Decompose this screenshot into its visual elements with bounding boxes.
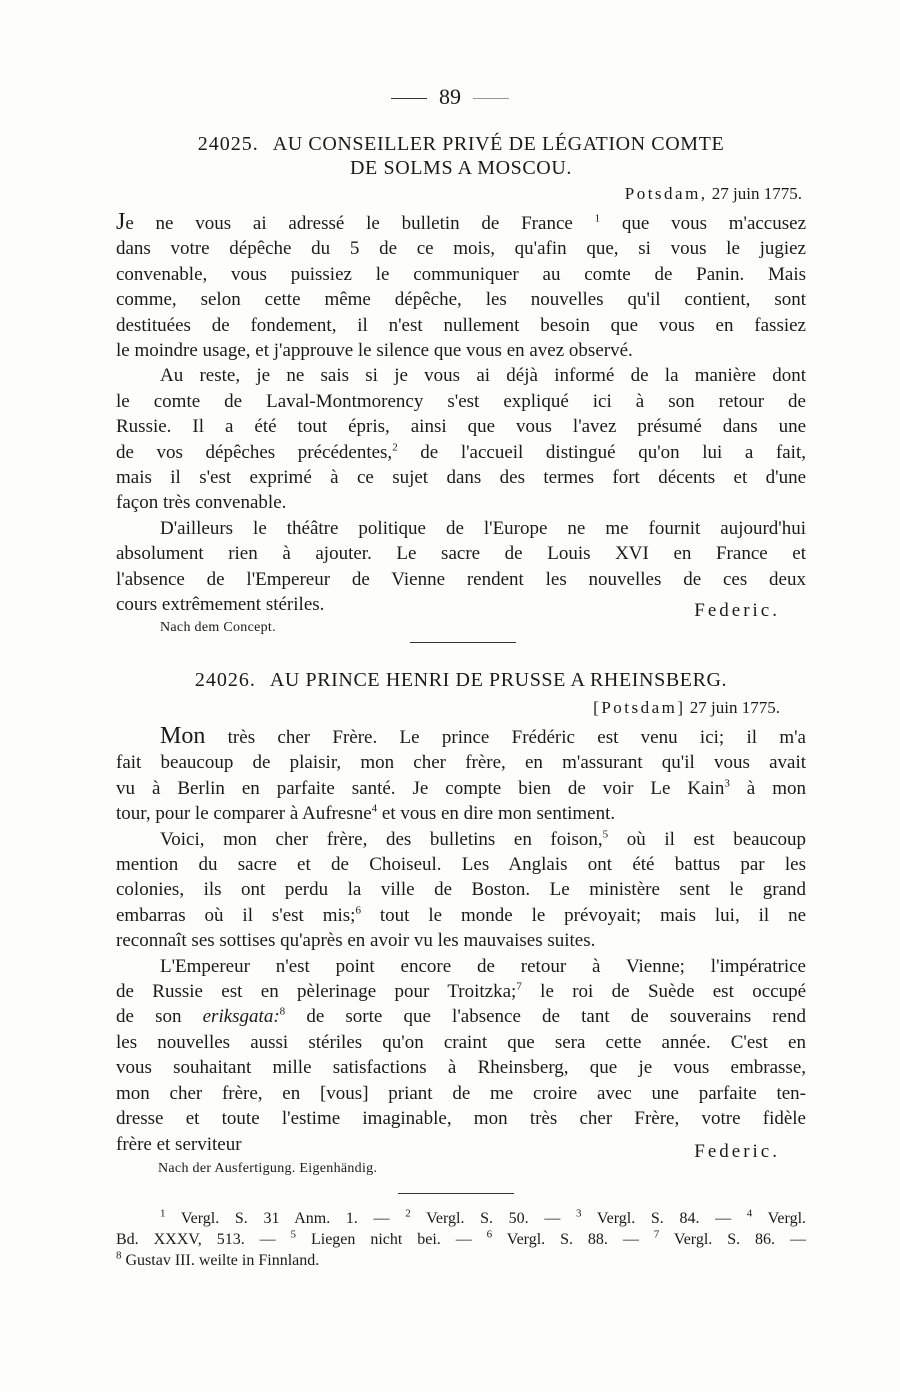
text-line: reconnaît ses sottises qu'après en avoir vu les mauvaises suites. <box>116 930 596 952</box>
letter-heading <box>116 668 806 692</box>
footnotes <box>116 1208 806 1271</box>
letter-number: 24026. <box>194 669 256 691</box>
place-date <box>116 182 806 206</box>
footnote-mark: 1 <box>594 212 601 225</box>
place: [Potsdam] <box>593 698 686 717</box>
place-date <box>116 696 806 720</box>
paragraph <box>116 827 806 954</box>
heading-line-1: AU CONSEILLER PRIVÉ DE LÉGATION COMTE <box>272 133 725 155</box>
text-line: cours extrêmement stériles. <box>116 594 325 616</box>
text-fragment: tout le monde le prévoyait; mais lui, il ne <box>360 904 807 926</box>
paragraph <box>116 724 806 827</box>
text-fragment: où il est beaucoup <box>608 828 806 850</box>
text-line: fait beaucoup de plaisir, mon cher frère, en m'assurant qu'il vous avait <box>116 752 806 774</box>
footnote-mark: 8 <box>279 1006 286 1019</box>
source-note: Nach dem Concept. <box>160 619 276 635</box>
footnote-mark: 5 <box>602 828 609 841</box>
text-fragment: tour, pour le comparer à Aufresne <box>116 803 372 825</box>
text-line: l'absence de l'Empereur de Vienne rendent les nouvelles de ces deux <box>116 568 806 590</box>
text-line <box>116 724 806 750</box>
footnote-number: 3 <box>576 1207 582 1220</box>
text-line <box>116 776 806 801</box>
footnote-number: 2 <box>405 1207 411 1220</box>
footnote-rule <box>398 1193 514 1194</box>
footnote-number: 8 <box>116 1249 122 1262</box>
text-fragment: de vos dépêches précédentes, <box>116 441 393 463</box>
text-line: L'Empereur n'est point encore de retour à Vienne; l'impératrice <box>160 955 806 977</box>
place: Potsdam, <box>624 184 708 203</box>
footnote-mark: 4 <box>371 802 378 815</box>
text-line: le comte de Laval-Montmorency s'est expliqué ici à son retour de <box>116 390 806 412</box>
page-number-dash-right <box>473 98 509 99</box>
footnote-number: 4 <box>746 1207 753 1220</box>
footnote-number: 7 <box>653 1228 660 1241</box>
footnote-text: Bd. XXXV, 513. — <box>116 1231 291 1248</box>
footnote-number: 1 <box>160 1207 166 1220</box>
footnote-line <box>116 1250 806 1271</box>
footnote-line <box>116 1208 806 1229</box>
text-line <box>116 1004 806 1029</box>
text-line <box>116 827 806 852</box>
italic-word: eriksgata: <box>202 1006 280 1028</box>
footnote-text: Gustav III. weilte in Finnland. <box>121 1252 320 1269</box>
paragraph <box>116 210 806 363</box>
text-line: colonies, ils ont perdu la ville de Boston. Le ministère sent le grand <box>116 879 806 901</box>
text-fragment: et vous en dire mon sentiment. <box>377 803 616 825</box>
date: 27 juin 1775. <box>689 698 780 717</box>
text-line <box>116 801 806 826</box>
text-line: dans votre dépêche du 5 de ce mois, qu'afin que, si vous le jugiez <box>116 238 806 260</box>
text-line: façon très convenable. <box>116 492 287 514</box>
text-fragment: embarras où il s'est mis; <box>116 904 356 926</box>
separator-rule <box>410 642 516 643</box>
footnote-text: Vergl. <box>752 1210 807 1227</box>
letter-number: 24025. <box>197 133 259 155</box>
footnote-number: 5 <box>290 1228 297 1241</box>
text-fragment: e ne vous ai adressé le bulletin de France <box>125 213 573 234</box>
source-note: Nach der Ausfertigung. Eigenhändig. <box>158 1160 378 1176</box>
text-line: Russie. Il a été tout épris, ainsi que vous l'avez présumé dans une <box>116 416 806 438</box>
text-fragment: à mon <box>729 777 806 799</box>
text-fragment: de sorte que l'absence de tant de souverains rend <box>285 1006 806 1028</box>
page-number-row <box>0 84 900 110</box>
letter-24025 <box>116 132 806 636</box>
initial-word: Mon <box>160 723 206 749</box>
footnote-mark: 7 <box>516 980 522 993</box>
text-line: destituées de fondement, il n'est nullement besoin que vous en fassiez <box>116 314 806 336</box>
footnote-text: Vergl. S. 88. — <box>492 1231 654 1248</box>
text-fragment: de l'accueil distingué qu'on lui a fait, <box>397 441 806 463</box>
footnote-text: Liegen nicht bei. — <box>296 1231 487 1248</box>
text-fragment: très cher Frère. Le prince Frédéric est venu ici; il m'a <box>205 727 806 748</box>
text-line: mention du sacre et de Choiseul. Les Anglais ont été battus par les <box>116 854 806 876</box>
paragraph <box>116 363 806 515</box>
text-line: le moindre usage, et j'approuve le silence que vous en avez observé. <box>116 340 633 362</box>
letter-24026 <box>116 668 806 1177</box>
initial-letter: J <box>116 209 126 235</box>
footnote-line <box>116 1229 806 1250</box>
footnote-mark: 3 <box>724 777 730 790</box>
letter-heading <box>116 132 806 156</box>
signature: Federic. <box>694 599 780 621</box>
footnote-mark: 2 <box>392 441 398 454</box>
text-fragment: de Russie est en pèlerinage pour Troitzka; <box>116 981 517 1003</box>
text-line <box>116 440 806 465</box>
text-fragment: le roi de Suède est occupé <box>521 981 806 1003</box>
signature: Federic. <box>694 1140 780 1162</box>
footnote-text: Vergl. S. 86. — <box>659 1231 806 1248</box>
text-line <box>116 979 806 1004</box>
text-line: vous souhaitant mille satisfactions à Rheinsberg, que je vous embrasse, <box>116 1057 806 1079</box>
footnote-number: 6 <box>486 1228 493 1241</box>
footnote-text: Vergl. S. 31 Anm. 1. — <box>165 1210 406 1227</box>
text-line: frère et serviteur <box>116 1133 242 1155</box>
text-line: comme, selon cette même dépêche, les nouvelles qu'il contient, sont <box>116 289 806 311</box>
paragraph <box>116 954 806 1157</box>
footnote-text: Vergl. S. 84. — <box>581 1210 747 1227</box>
text-line: dresse et toute l'estime imaginable, mon très cher Frère, votre fidèle <box>116 1108 806 1130</box>
footnote-text: Vergl. S. 50. — <box>410 1210 576 1227</box>
heading-line-2: DE SOLMS A MOSCOU. <box>350 157 572 179</box>
footnote-mark: 6 <box>355 904 361 917</box>
text-line: Au reste, je ne sais si je vous ai déjà informé de la manière dont <box>160 365 806 387</box>
text-fragment: Voici, mon cher frère, des bulletins en foison, <box>160 828 603 850</box>
text-line: D'ailleurs le théâtre politique de l'Europe ne me fournit aujourd'hui <box>160 517 806 539</box>
text-line: absolument rien à ajouter. Le sacre de Louis XVI en France et <box>116 543 806 565</box>
text-fragment: que vous m'accusez <box>600 213 807 234</box>
text-line: mais il s'est exprimé à ce sujet dans des termes fort décents et d'une <box>116 467 806 489</box>
text-line <box>116 210 806 236</box>
text-fragment: de son <box>116 1006 203 1028</box>
text-line: mon cher frère, en [vous] priant de me croire avec une parfaite ten- <box>116 1082 806 1104</box>
page-number: 89 <box>439 84 461 109</box>
date: 27 juin 1775. <box>711 184 802 203</box>
text-line <box>116 903 806 928</box>
page-number-dash-left <box>391 98 427 99</box>
text-line: les nouvelles aussi stériles qu'on craint que sera cette année. C'est en <box>116 1031 806 1053</box>
heading-line-1: AU PRINCE HENRI DE PRUSSE A RHEINSBERG. <box>269 669 728 691</box>
text-line: convenable, vous puissiez le communiquer au comte de Panin. Mais <box>116 263 806 285</box>
text-fragment: vu à Berlin en parfaite santé. Je compte bien de voir Le Kain <box>116 777 725 799</box>
